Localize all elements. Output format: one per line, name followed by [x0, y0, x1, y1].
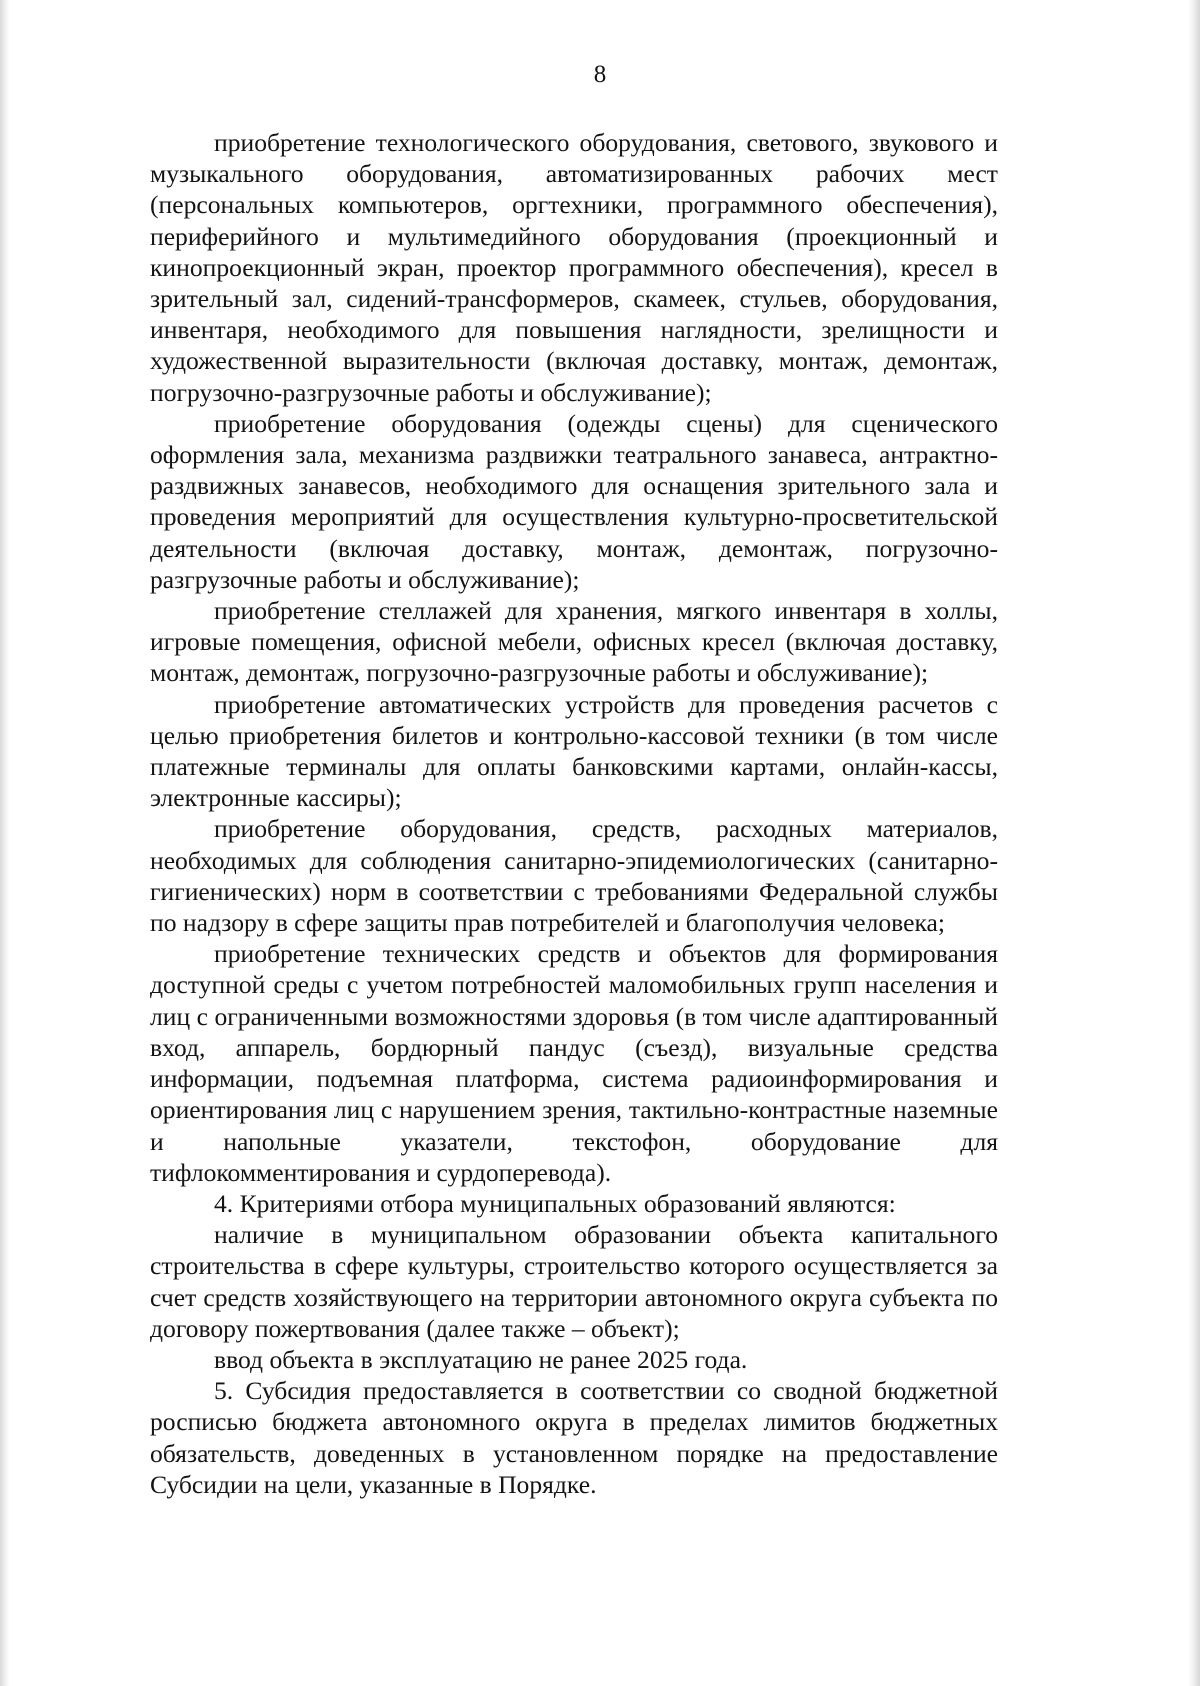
- paragraph-criterion-construction: наличие в муниципальном образовании объекта капитального строительства в сфере культуры, строительство которого осуществляется за счет средств хозяйствующего на территории автономного округа субъекта по договору пожертвования (далее также – объект);: [150, 1220, 998, 1343]
- paragraph-equipment-technology: приобретение технологического оборудования, светового, звукового и музыкального оборудования, автоматизированных рабочих мест (персональных компьютеров, оргтехники, программного обеспечения), периферийного и мультимедийного оборудования (проекционный и кинопроекционный экран, проектор программного обеспечения), кресел в зрительный зал, сидений-трансформеров, скамеек, стульев, оборудования, инвентаря, необходимого для повышения наглядности, зрелищности и художественной выразительности (включая доставку, монтаж, демонтаж, погрузочно-разгрузочные работы и обслуживание);: [150, 128, 998, 407]
- paragraph-furniture: приобретение стеллажей для хранения, мягкого инвентаря в холлы, игровые помещения, офисной мебели, офисных кресел (включая доставку, монтаж, демонтаж, погрузочно-разгрузочные работы и обслуживание);: [150, 596, 998, 688]
- paragraph-subsidy-provision: 5. Субсидия предоставляется в соответствии со сводной бюджетной росписью бюджета автономного округа в пределах лимитов бюджетных обязательств, доведенных в установленном порядке на предоставление Субсидии на цели, указанные в Порядке.: [150, 1376, 998, 1499]
- scan-edge-left: [0, 0, 10, 1686]
- paragraph-payment-devices: приобретение автоматических устройств для проведения расчетов с целью приобретения билетов и контрольно-кассовой техники (в том числе платежные терминалы для оплаты банковскими картами, онлайн-кассы, электронные кассиры);: [150, 689, 998, 813]
- paragraph-stage-equipment: приобретение оборудования (одежды сцены) для сценического оформления зала, механизма раздвижки театрального занавеса, антрактно-раздвижных занавесов, необходимого для оснащения зрительного зала и проведения мероприятий для осуществления культурно-просветительской деятельности (включая доставку, монтаж, демонтаж, погрузочно-разгрузочные работы и обслуживание);: [150, 408, 998, 594]
- paragraph-accessibility: приобретение технических средств и объектов для формирования доступной среды с учетом потребностей маломобильных групп населения и лиц с ограниченными возможностями здоровья (в том числе адаптированный вход, аппарель, бордюрный пандус (съезд), визуальные средства информации, подъемная платформа, система радиоинформирования и ориентирования лиц с нарушением зрения, тактильно-контрастные наземные и напольные указатели, текстофон, оборудование для тифлокомментирования и сурдоперевода).: [150, 939, 998, 1187]
- scan-edge-right: [1188, 0, 1200, 1686]
- document-body: [150, 127, 998, 1500]
- paragraph-sanitary: приобретение оборудования, средств, расходных материалов, необходимых для соблюдения санитарно-эпидемиологических (санитарно-гигиенических) норм в соответствии с требованиями Федеральной службы по надзору в сфере защиты прав потребителей и благополучия человека;: [150, 814, 998, 938]
- paragraph-criterion-commissioning: ввод объекта в эксплуатацию не ранее 2025 года.: [214, 1344, 748, 1374]
- page-number: 8: [593, 61, 607, 88]
- paragraph-selection-criteria: 4. Критериями отбора муниципальных образований являются:: [214, 1188, 896, 1218]
